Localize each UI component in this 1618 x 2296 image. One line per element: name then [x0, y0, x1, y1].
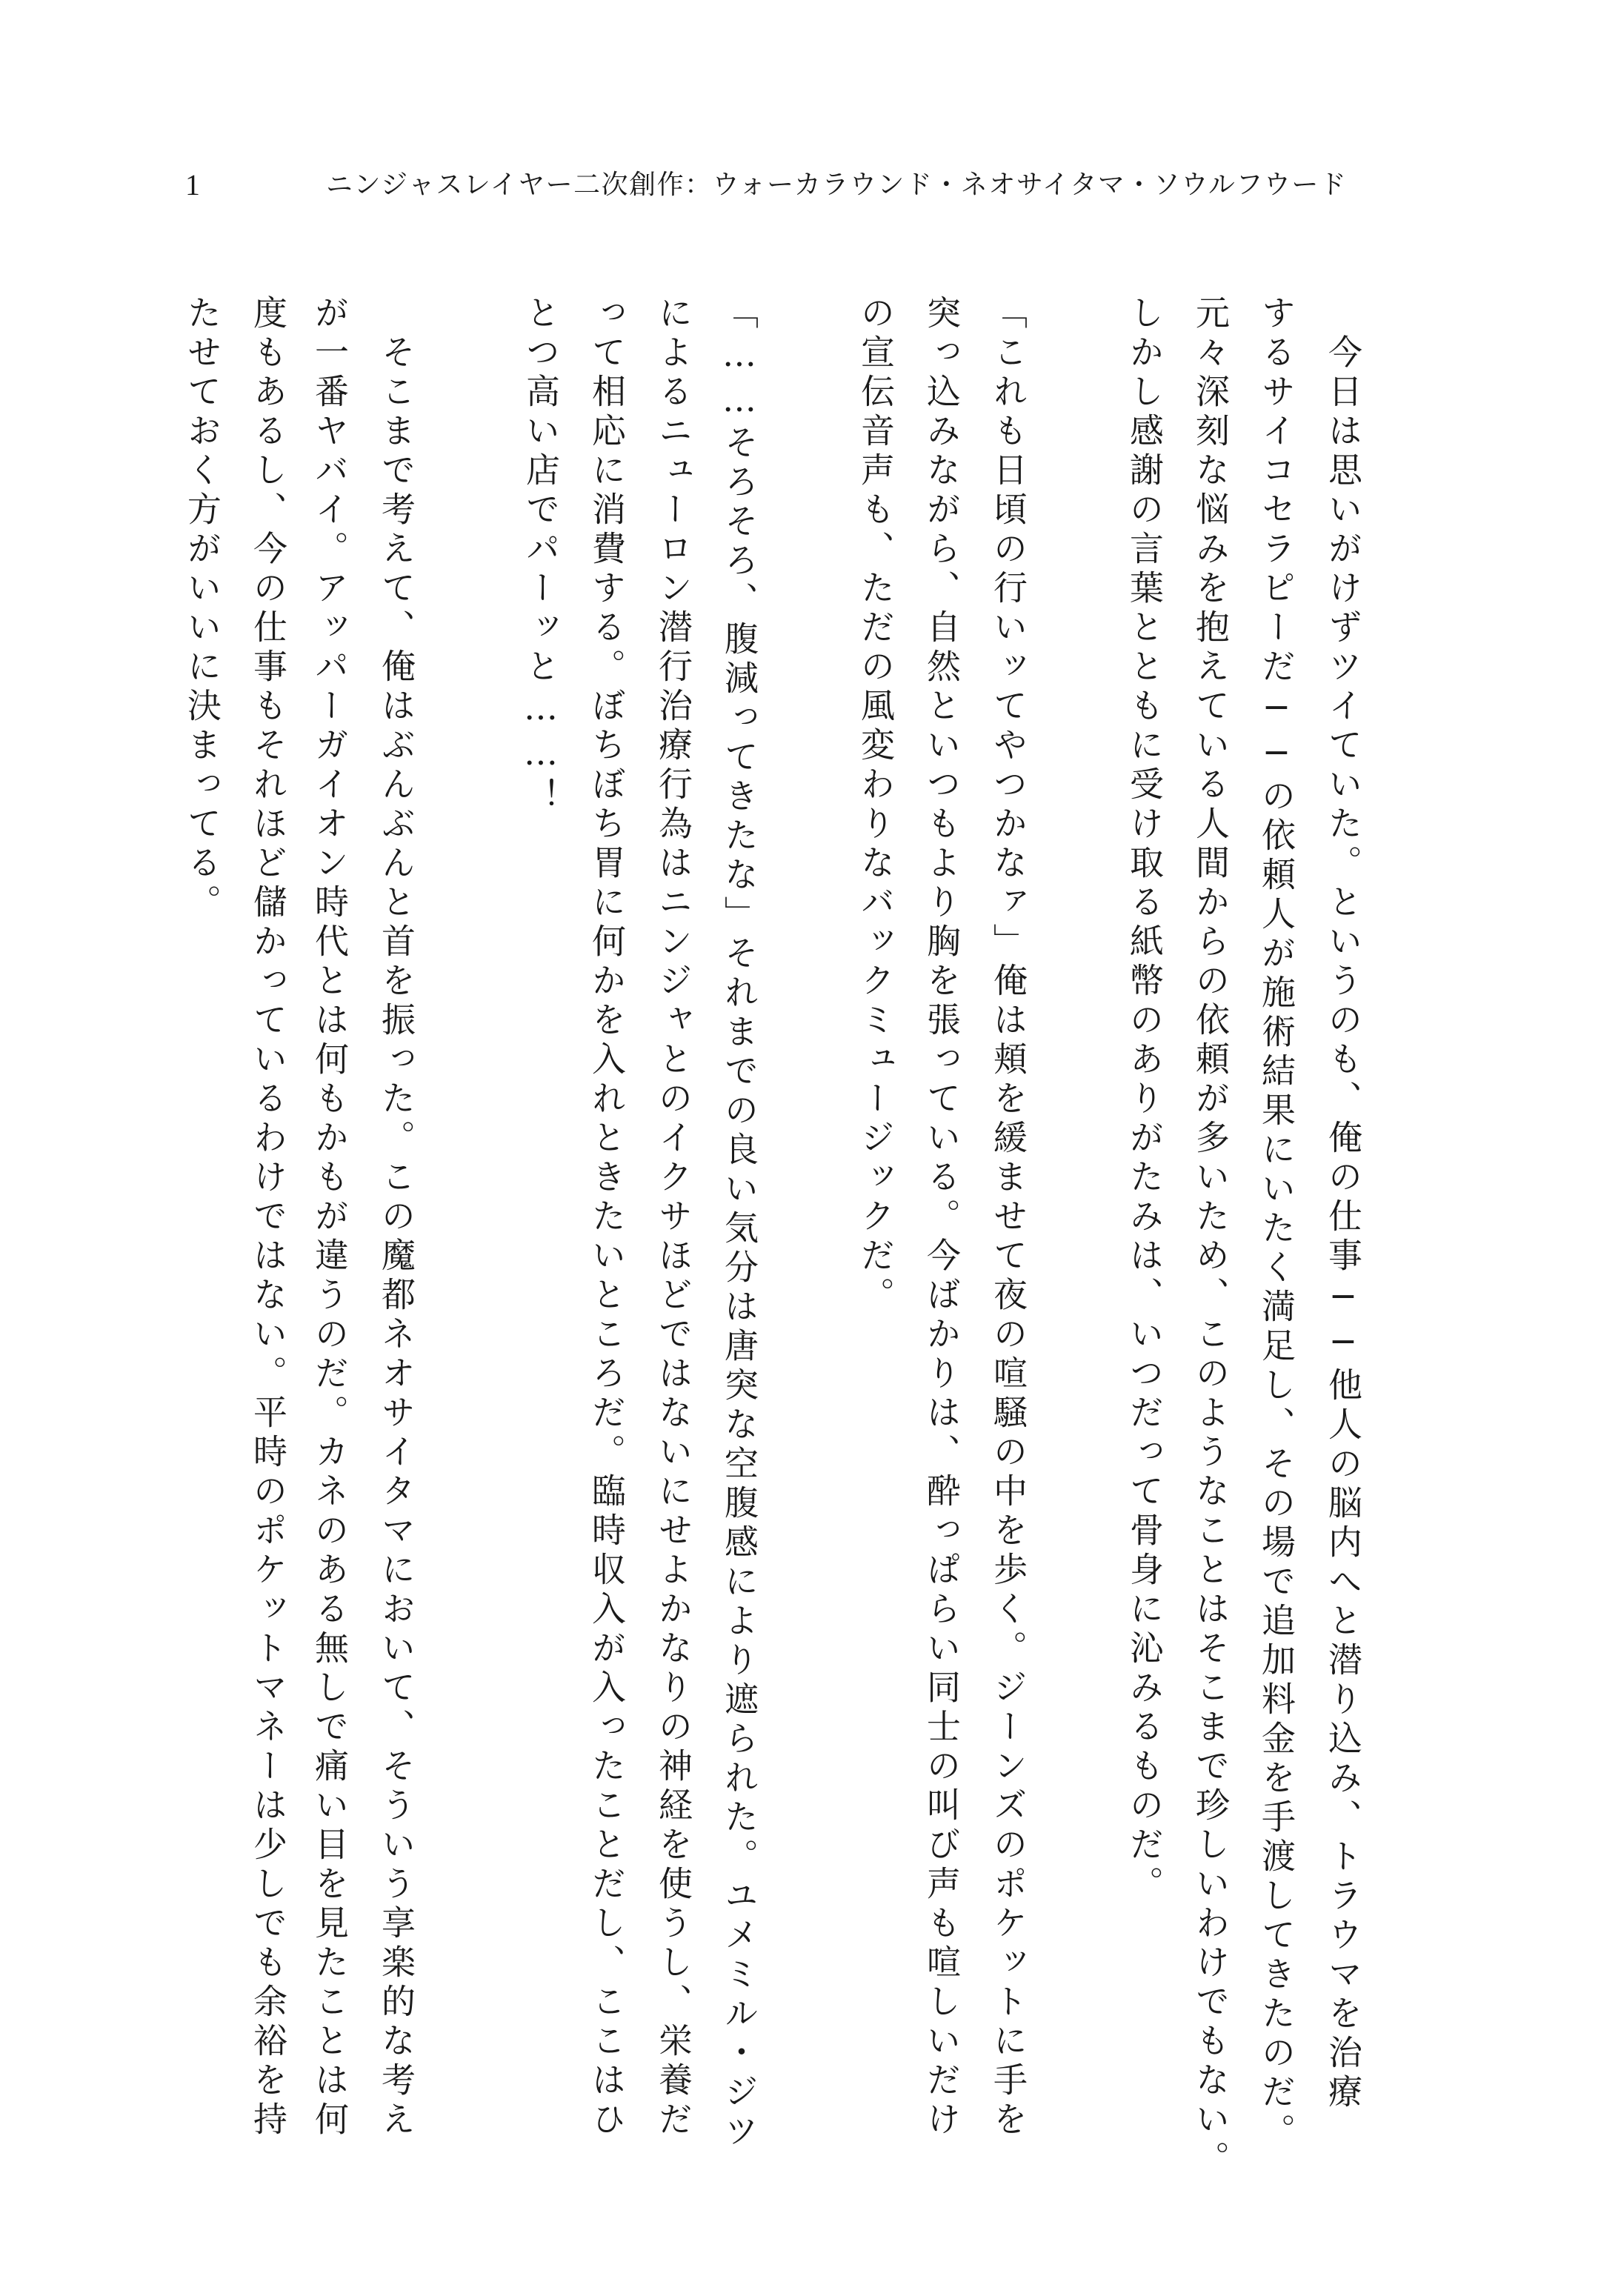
text-column: 今日は思いがけずツイていた。というのも、俺の仕事──他人の脳内へと潜り込み、トラウマを治療 — [1323, 295, 1363, 2113]
text-column: 「……そろそろ、腹減ってきたな」それまでの良い気分は唐突な空腹感により遮られた。ユメミル・ジツ — [719, 295, 759, 2152]
text-column: の宣伝音声も、ただの風変わりなバックミュージックだ。 — [856, 295, 896, 1316]
text-column: って相応に消費する。ぼちぼち胃に何かを入れときたいところだ。臨時収入が入ったことだし、ここはひ — [587, 295, 627, 2140]
text-column: 突っ込みながら、自然といつもより胸を張っている。今ばかりは、酔っぱらい同士の叫び声も喧しいだけ — [922, 295, 962, 2140]
running-header — [185, 164, 1371, 206]
vertical-body-text — [0, 295, 1618, 2180]
page-number: 1 — [185, 168, 200, 202]
text-column: とつ高い店でパーッと……！ — [521, 295, 561, 817]
text-column: そこまで考えて、俺はぶんぶんと首を振った。この魔都ネオサイタマにおいて、そういう享楽的な考え — [376, 295, 416, 2140]
header-title: ニンジャスレイヤー二次創作：ウォーカラウンド・ネオサイタマ・ソウルフウード — [326, 170, 1348, 200]
text-column: しかし感謝の言葉とともに受け取る紙幣のありがたみは、いつだって骨身に沁みるものだ。 — [1125, 295, 1165, 1905]
text-column: が一番ヤバイ。アッパーガイオン時代とは何もかもが違うのだ。カネのある無しで痛い目を見たことは何 — [310, 295, 350, 2140]
text-column: たせておく方がいいに決まってる。 — [182, 295, 222, 923]
text-column: 度もあるし、今の仕事もそれほど儲かっているわけではない。平時のポケットマネーは少しでも余裕を持 — [248, 295, 288, 2140]
text-column: するサイコセラピーだ──の依頼人が施術結果にいたく満足し、その場で追加料金を手渡してきたのだ。 — [1256, 295, 1296, 2152]
text-column: 元々深刻な悩みを抱えている人間からの依頼が多いため、このようなことはそこまで珍しいわけでもない。 — [1191, 295, 1231, 2180]
text-column: 「これも日頃の行いッてやつかなァ」俺は頬を緩ませて夜の喧騒の中を歩く。ジーンズのポケットに手を — [988, 295, 1028, 2140]
text-column: によるニューロン潜行治療行為はニンジャとのイクサほどではないにせよかなりの神経を使うし、栄養だ — [653, 295, 693, 2140]
